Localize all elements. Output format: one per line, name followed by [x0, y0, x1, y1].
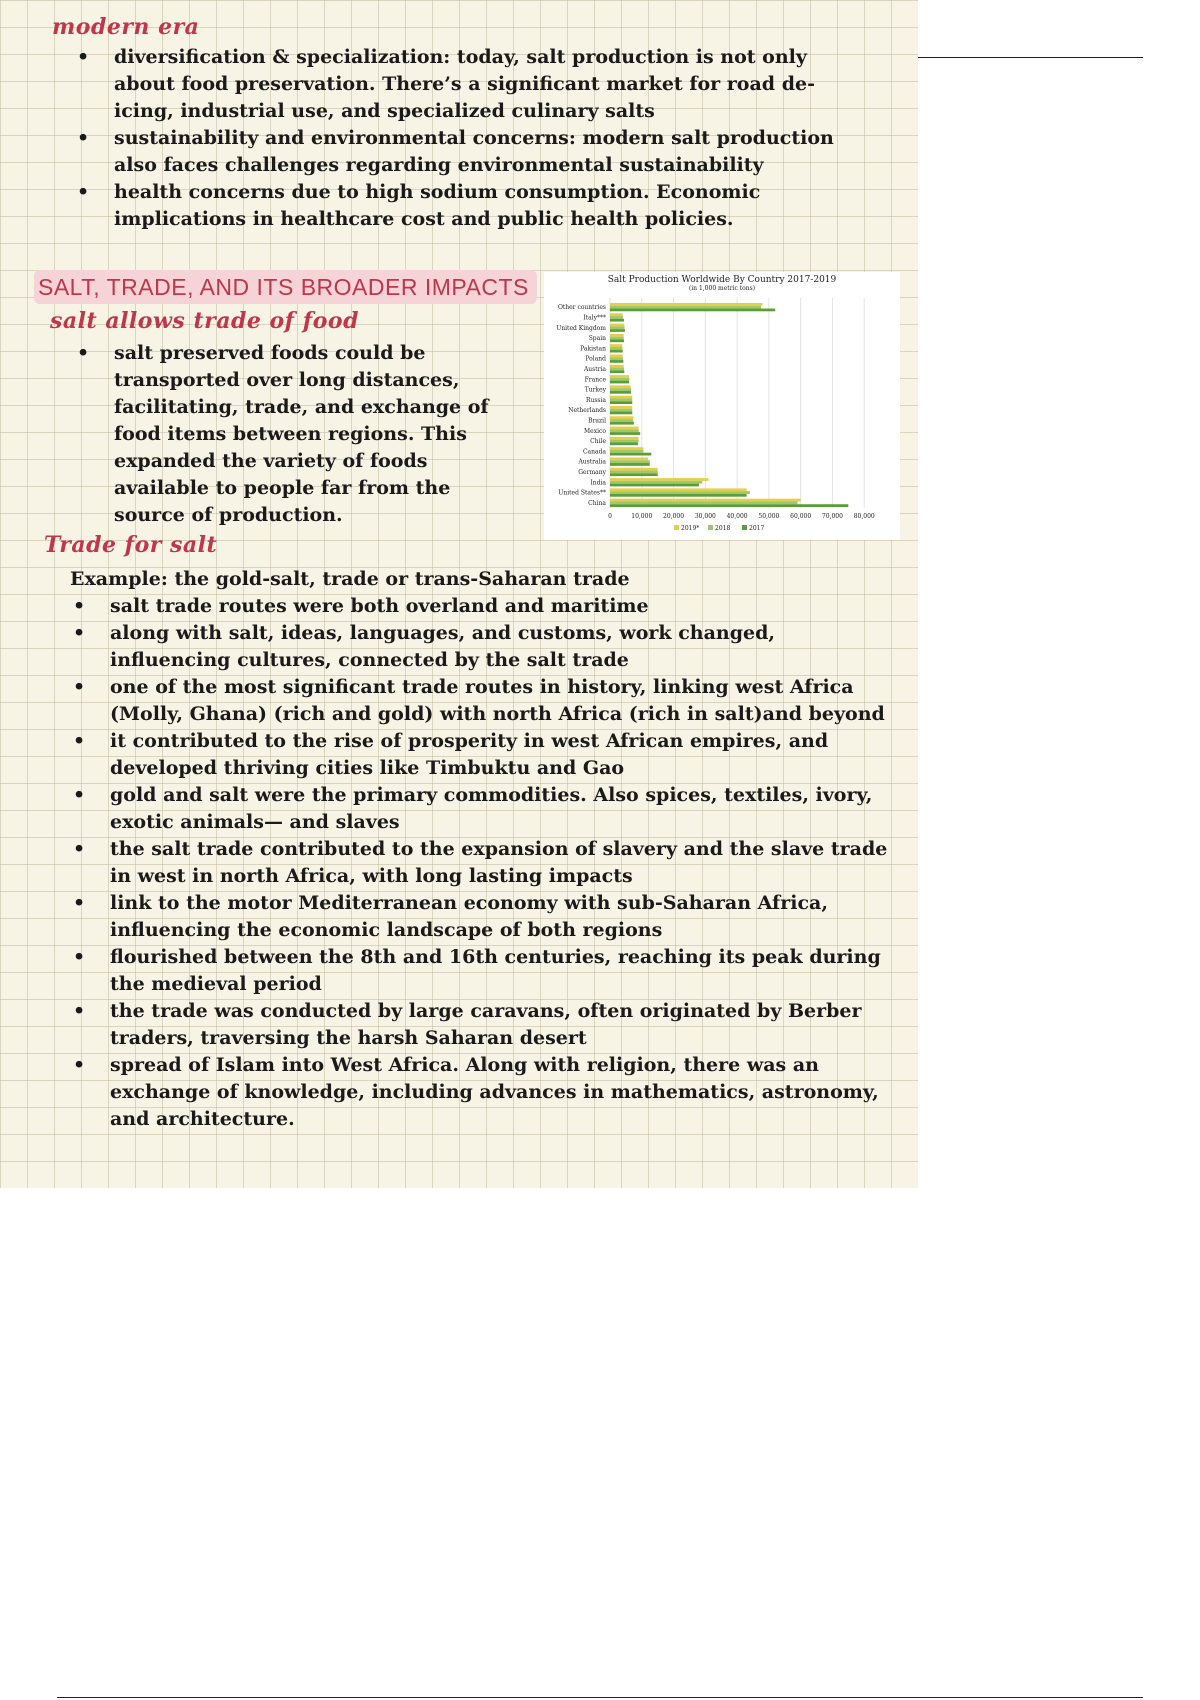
category-label: Australia [578, 458, 606, 466]
bar [610, 368, 624, 371]
category-label: Russia [585, 396, 606, 404]
bar [610, 450, 643, 453]
bar [610, 453, 651, 456]
bar [610, 501, 797, 504]
category-label: Spain [588, 335, 606, 343]
bar [610, 419, 633, 422]
x-tick-label: 20,000 [663, 513, 685, 520]
list-item: • sustainability and environmental concerns: modern salt production also faces challenges regarding environmental sustainability [114, 125, 874, 179]
category-label: Netherlands [568, 407, 606, 415]
category-label: Brazil [588, 417, 606, 425]
modern-era-list [114, 44, 874, 233]
category-label: Other countries [557, 304, 606, 312]
bar [610, 440, 639, 443]
bar [610, 360, 623, 363]
bar [610, 468, 658, 471]
bar [610, 370, 624, 373]
category-label: Austria [583, 365, 606, 373]
x-tick-label: 60,000 [790, 513, 812, 520]
bar [610, 460, 650, 463]
x-tick-label: 10,000 [631, 513, 653, 520]
bar [610, 385, 631, 388]
category-label: Pakistan [580, 345, 606, 353]
chart-svg [544, 272, 900, 540]
list-item: • salt trade routes were both overland and maritime [110, 593, 900, 620]
legend-swatch [708, 525, 713, 530]
chart-title: Salt Production Worldwide By Country 2017-2019 [607, 275, 837, 285]
chart-subtitle: (in 1,000 metric tons) [688, 285, 756, 292]
bar [610, 396, 632, 399]
bar [610, 488, 747, 491]
list-item: • the trade was conducted by large caravans, often originated by Berber traders, traversing the harsh Saharan desert [110, 998, 900, 1052]
category-label: Poland [585, 355, 606, 363]
bar [610, 481, 702, 484]
legend-swatch [674, 525, 679, 530]
top-rule-line [918, 57, 1143, 58]
example-line: Example: the gold-salt, trade or trans-Saharan trade [70, 568, 630, 590]
bar [610, 442, 638, 445]
bar [610, 494, 747, 497]
salt-production-chart [544, 272, 900, 540]
list-item: • the salt trade contributed to the expansion of slavery and the slave trade in west in north Africa, with long lasting impacts [110, 836, 900, 890]
bar [610, 313, 623, 316]
salt-allows-trade-heading: salt allows trade of food [50, 308, 359, 334]
bar [610, 499, 801, 502]
bar [610, 484, 699, 487]
x-tick-label: 40,000 [726, 513, 748, 520]
legend-swatch [742, 525, 747, 530]
modern-era-heading: modern era [52, 14, 200, 40]
x-tick-label: 30,000 [694, 513, 716, 520]
bar [610, 324, 624, 327]
bar [610, 391, 631, 394]
bar [610, 306, 761, 309]
bar [610, 357, 623, 360]
list-item: • flourished between the 8th and 16th centuries, reaching its peak during the medieval period [110, 944, 900, 998]
bar [610, 463, 650, 466]
category-label: Canada [582, 448, 606, 456]
bar [610, 381, 629, 384]
bar [610, 355, 623, 358]
legend-label: 2017 [749, 525, 765, 532]
category-label: Turkey [584, 386, 606, 394]
category-label: China [588, 499, 606, 507]
category-label: India [590, 479, 606, 487]
legend-label: 2018 [715, 525, 731, 532]
bar [610, 339, 624, 342]
bar [610, 447, 643, 450]
x-tick-label: 70,000 [821, 513, 843, 520]
bar [610, 365, 624, 368]
bar [610, 416, 634, 419]
bar [610, 429, 639, 432]
trade-for-salt-list [110, 593, 900, 1133]
category-label: France [584, 376, 606, 384]
bar [610, 316, 623, 319]
list-item: • spread of Islam into West Africa. Along with religion, there was an exchange of knowledge, including advances in mathematics, astronomy, and architecture. [110, 1052, 900, 1133]
bar [610, 398, 632, 401]
x-tick-label: 80,000 [853, 513, 875, 520]
bar [610, 388, 631, 391]
bar [610, 422, 634, 425]
bar [610, 319, 624, 322]
bar [610, 427, 639, 430]
list-item: • salt preserved foods could be transported over long distances, facilitating, trade, and exchange of food items between regions. This expanded the variety of foods available to people far from the source of production. [114, 340, 512, 529]
bar [610, 437, 639, 440]
category-label: Italy*** [583, 314, 606, 322]
list-item: • one of the most significant trade routes in history, linking west Africa (Molly, Ghana) (rich and gold) with north Africa (rich in salt)and beyond [110, 674, 900, 728]
bar [610, 471, 658, 474]
category-label: Chile [590, 438, 606, 446]
trade-for-salt-heading: Trade for salt [44, 532, 218, 558]
bar [610, 432, 640, 435]
bar [610, 401, 632, 404]
x-tick-label: 0 [608, 513, 612, 520]
bar [610, 309, 775, 312]
bar [610, 326, 625, 329]
list-item: • link to the motor Mediterranean economy with sub-Saharan Africa, influencing the economic landscape of both regions [110, 890, 900, 944]
section-title: SALT, TRADE, AND ITS BROADER IMPACTS [34, 270, 537, 304]
category-label: United States** [558, 489, 606, 497]
bar [610, 473, 658, 476]
bar [610, 406, 632, 409]
bar [610, 458, 648, 461]
bar [610, 375, 629, 378]
category-label: United Kingdom [556, 324, 606, 332]
bar [610, 347, 622, 350]
bar [610, 303, 763, 306]
bar [610, 504, 848, 507]
legend-label: 2019* [681, 525, 700, 532]
bottom-rule-line [57, 1697, 1143, 1698]
bar [610, 344, 622, 347]
bar [610, 478, 709, 481]
list-item: • it contributed to the rise of prosperity in west African empires, and developed thriving cities like Timbuktu and Gao [110, 728, 900, 782]
list-item: • diversification & specialization: today, salt production is not only about food preservation. There’s a significant market for road de-icing, industrial use, and specialized culinary salts [114, 44, 874, 125]
list-item: • along with salt, ideas, languages, and customs, work changed, influencing cultures, connected by the salt trade [110, 620, 900, 674]
bar [610, 337, 624, 340]
bar [610, 491, 750, 494]
bar [610, 412, 632, 415]
bar [610, 334, 624, 337]
bar [610, 409, 632, 412]
category-label: Mexico [584, 427, 606, 435]
list-item: • health concerns due to high sodium consumption. Economic implications in healthcare cost and public health policies. [114, 179, 874, 233]
category-label: Germany [578, 468, 606, 476]
list-item: • gold and salt were the primary commodities. Also spices, textiles, ivory, exotic animals— and slaves [110, 782, 900, 836]
bar [610, 378, 629, 381]
x-tick-label: 50,000 [758, 513, 780, 520]
trade-of-food-list [114, 340, 512, 529]
bar [610, 350, 623, 353]
bar [610, 329, 625, 332]
